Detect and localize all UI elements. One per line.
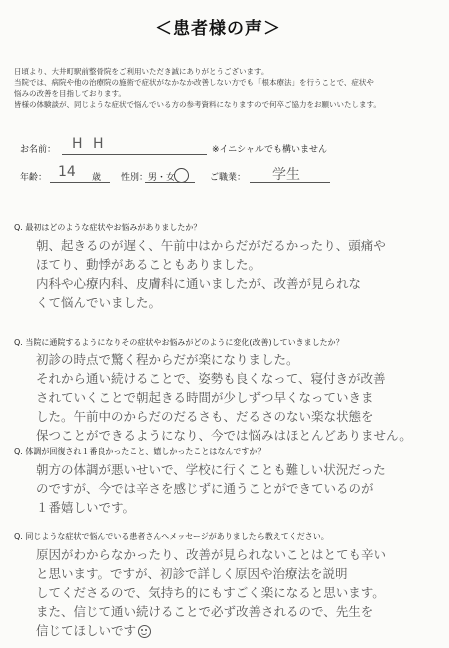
answer-line: それから通い続けることで、姿勢も良くなって、寝付きが改善 [36,371,386,386]
age-value: 14 [58,164,76,180]
answer-line: されていくことで朝起きる時間が少しずつ早くなっていきま [36,390,374,405]
answer-line: 保つことができるようになり、今では悩みはほとんどありません。 [36,428,412,443]
age-label: 年齢： [20,173,48,183]
question-3: Q. 体調が回復され１番良かったこと、嬉しかったことはなんですか？ [14,447,266,456]
age-unit: 歳 [92,173,102,183]
intro-line: 悩みの改善を目指しております。 [14,89,126,98]
answer-line: してくださるので、気持ち的にもすごく楽になると思います。 [36,585,385,600]
answer-line: した。午前中のからだのだるさも、だるさのない楽な状態を [36,409,374,424]
occupation-label: ご職業： [210,173,247,183]
intro-line: 日頃より、大井町駅前整骨院をご利用いただき誠にありがとうございます。 [14,67,269,76]
answer-3 [36,460,386,517]
question-4: Q. 同じような症状で悩んでいる患者さんへメッセージがありましたら教えてください。 [14,532,329,541]
answer-4 [36,545,386,640]
answer-line: 朝方の体調が悪いせいで、学校に行くことも難しい状況だった [36,462,386,477]
answer-1 [36,236,386,312]
question-1: Q. 最初はどのような症状やお悩みがありましたか？ [14,223,202,232]
answer-line: 内科や心療内科、皮膚科に通いましたが、改善が見られな [36,276,362,291]
gender-label: 性別：男・女 [121,173,176,183]
intro-line: 当院では、病院や他の治療院の施術で症状がなかなか改善しない方でも「根本療法」を行うことで、症状や [14,78,374,87]
smiley-icon [138,625,151,638]
intro-line: 皆様の体験談が、同じような症状で悩んでいる方の参考資料になりますので何卒ご協力をお願いいたします。 [14,100,381,109]
occupation-value: 学生 [272,167,300,183]
question-2: Q. 当院に通院するようになりその症状やお悩みがどのように変化(改善)していきましたか？ [14,338,344,347]
gender-female-circle [174,168,189,183]
name-value: H H [72,136,107,152]
occupation-underline [250,182,330,183]
answer-line: １番嬉しいです。 [36,500,136,515]
answer-line: 原因がわからなかったり、改善が見られないことはとても辛い [36,547,387,562]
name-note: ※イニシャルでも構いません [212,145,328,155]
answer-line: また、信じて通い続けることで必ず改善されるので、先生を [36,604,374,619]
answer-line: 朝、起きるのが遅く、午前中はからだがだるかったり、頭痛や [36,238,386,253]
intro-text [14,66,434,110]
answer-2 [36,350,412,445]
answer-line: くて悩んでいました。 [36,295,162,310]
answer-line: ほてり、動悸があることもありました。 [36,257,262,272]
answer-line: と思います。ですが、初診で詳しく原因や治療法を説明 [36,566,348,581]
answer-line: 初診の時点で驚く程からだが楽になりました。 [36,352,299,367]
gender-underline [145,182,195,183]
answer-line-last [36,621,386,640]
name-underline [62,154,207,155]
answer-line: のですが、今では辛さを感じずに通うことができているのが [36,481,374,496]
answer-line: 信じてほしいです [36,623,137,638]
page-title: ＜患者様の声＞ [155,19,281,39]
name-label: お名前： [20,145,57,155]
age-underline [50,182,110,183]
